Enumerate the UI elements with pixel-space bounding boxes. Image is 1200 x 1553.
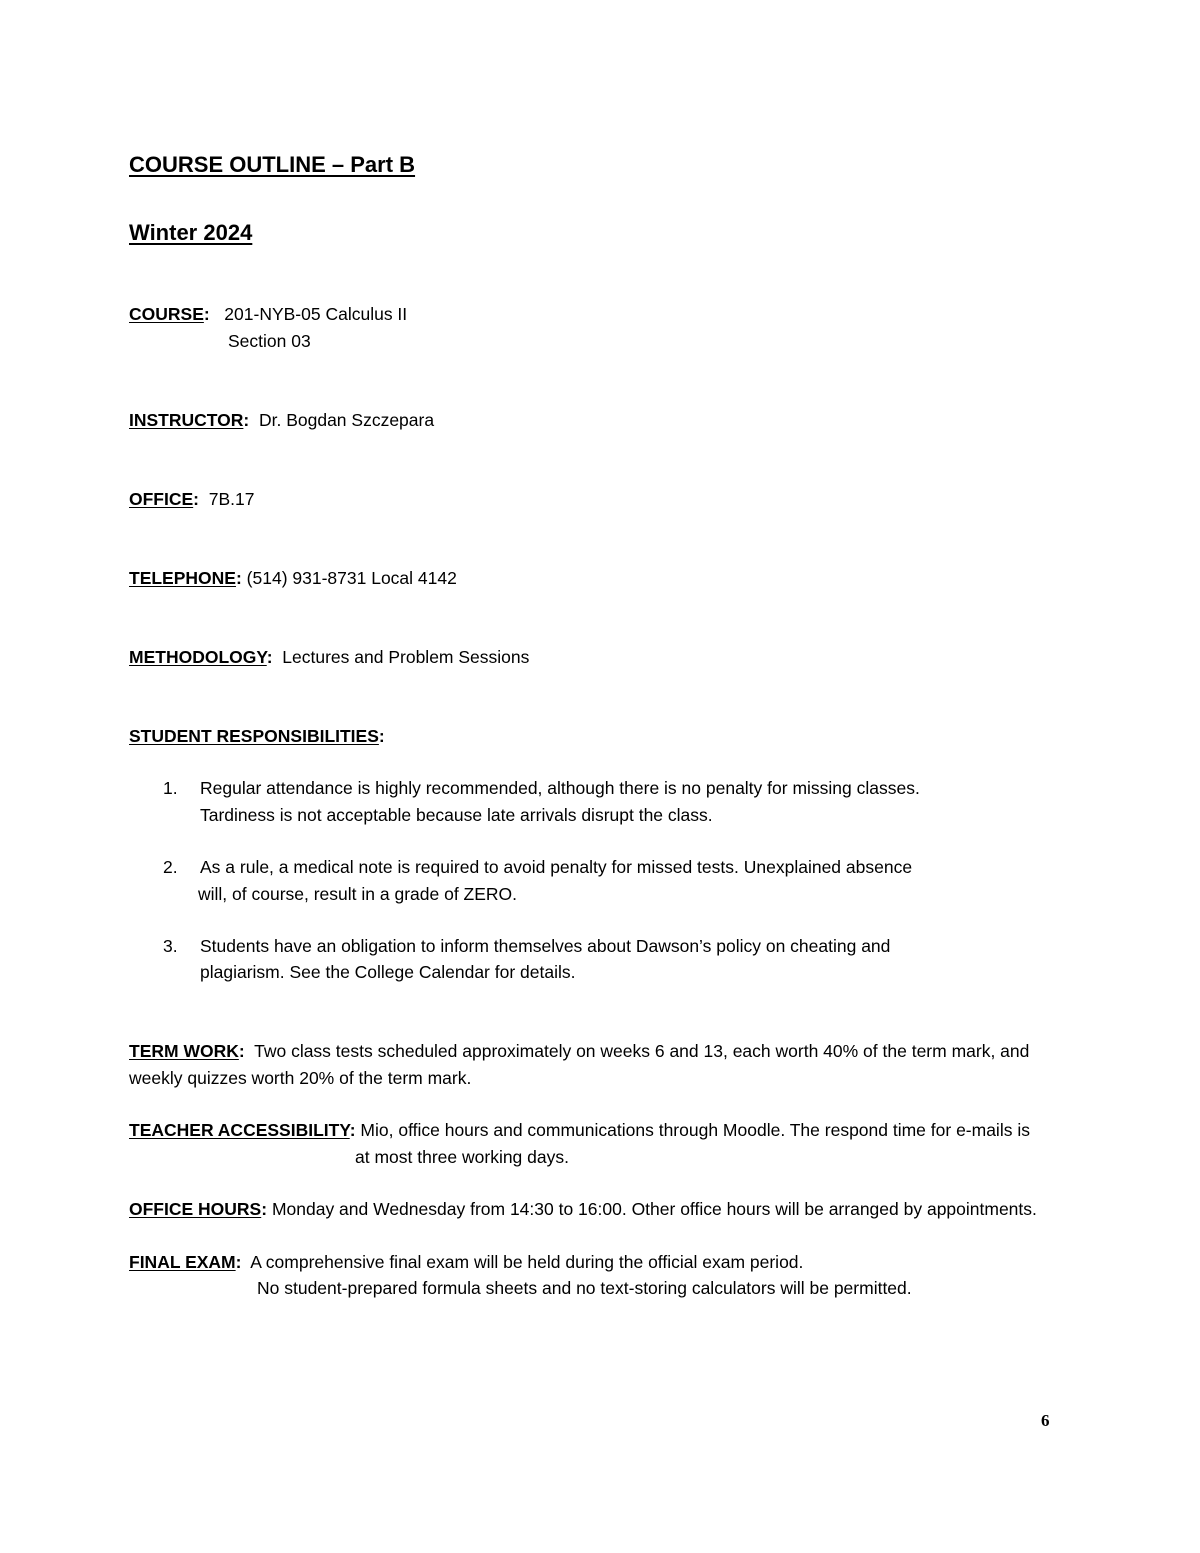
list-item-text: plagiarism. See the College Calendar for details.	[200, 962, 576, 982]
responsibilities-label: STUDENT RESPONSIBILITIES	[129, 726, 379, 746]
methodology-value: Lectures and Problem Sessions	[282, 647, 530, 667]
page-title: COURSE OUTLINE – Part B	[129, 152, 416, 177]
list-item-text: Regular attendance is highly recommended, although there is no penalty for missing classes.	[200, 778, 920, 798]
term-work-line: TERM WORK: Two class tests scheduled approximately on weeks 6 and 13, each worth 40% of the term mark, and	[129, 1041, 1030, 1061]
responsibilities-heading: STUDENT RESPONSIBILITIES:	[129, 726, 385, 746]
term-work-text-2: weekly quizzes worth 20% of the term mark.	[129, 1068, 472, 1088]
final-exam-line: FINAL EXAM: A comprehensive final exam will be held during the official exam period.	[129, 1252, 804, 1272]
office-line: OFFICE: 7B.17	[129, 489, 255, 509]
course-section: Section 03	[228, 331, 311, 351]
term-heading: Winter 2024	[129, 220, 253, 245]
methodology-line: METHODOLOGY: Lectures and Problem Sessions	[129, 647, 530, 667]
term-work-text: Two class tests scheduled approximately on weeks 6 and 13, each worth 40% of the term mark, and	[254, 1041, 1030, 1061]
list-item-text: Tardiness is not acceptable because late arrivals disrupt the class.	[200, 805, 713, 825]
teacher-accessibility-line: TEACHER ACCESSIBILITY: Mio, office hours and communications through Moodle. The respond time for e-mails is	[129, 1120, 1030, 1140]
methodology-label: METHODOLOGY	[129, 647, 267, 667]
office-hours-label: OFFICE HOURS	[129, 1199, 262, 1219]
telephone-line: TELEPHONE: (514) 931-8731 Local 4142	[129, 568, 457, 588]
office-hours-line: OFFICE HOURS: Monday and Wednesday from 14:30 to 16:00. Other office hours will be arranged by appointments.	[129, 1199, 1037, 1219]
final-exam-text: A comprehensive final exam will be held during the official exam period.	[250, 1252, 804, 1272]
teacher-accessibility-label: TEACHER ACCESSIBILITY	[129, 1120, 350, 1140]
final-exam-label: FINAL EXAM	[129, 1252, 236, 1272]
teacher-accessibility-text: Mio, office hours and communications through Moodle. The respond time for e-mails is	[360, 1120, 1030, 1140]
list-item-number: 1.	[163, 778, 178, 798]
term-work-label: TERM WORK	[129, 1041, 239, 1061]
course-label: COURSE	[129, 304, 204, 324]
list-item-text: Students have an obligation to inform themselves about Dawson’s policy on cheating and	[200, 936, 891, 956]
instructor-label: INSTRUCTOR	[129, 410, 244, 430]
page-number: 6	[1041, 1411, 1050, 1430]
instructor-line: INSTRUCTOR: Dr. Bogdan Szczepara	[129, 410, 435, 430]
list-item-number: 2.	[163, 857, 178, 877]
list-item-text: As a rule, a medical note is required to avoid penalty for missed tests. Unexplained absence	[200, 857, 913, 877]
course-line: COURSE: 201-NYB-05 Calculus II	[129, 304, 408, 324]
list-item-number: 3.	[163, 936, 178, 956]
list-item-text: will, of course, result in a grade of ZERO.	[198, 884, 518, 904]
office-value: 7B.17	[208, 489, 255, 509]
office-label: OFFICE	[129, 489, 194, 509]
telephone-value: (514) 931-8731 Local 4142	[246, 568, 457, 588]
final-exam-text-2: No student-prepared formula sheets and no text-storing calculators will be permitted.	[257, 1278, 912, 1298]
course-code-name: 201-NYB-05 Calculus II	[224, 304, 408, 324]
instructor-value: Dr. Bogdan Szczepara	[258, 410, 435, 430]
telephone-label: TELEPHONE	[129, 568, 236, 588]
office-hours-text: Monday and Wednesday from 14:30 to 16:00. Other office hours will be arranged by appointments.	[271, 1199, 1037, 1219]
teacher-accessibility-text-2: at most three working days.	[355, 1147, 569, 1167]
